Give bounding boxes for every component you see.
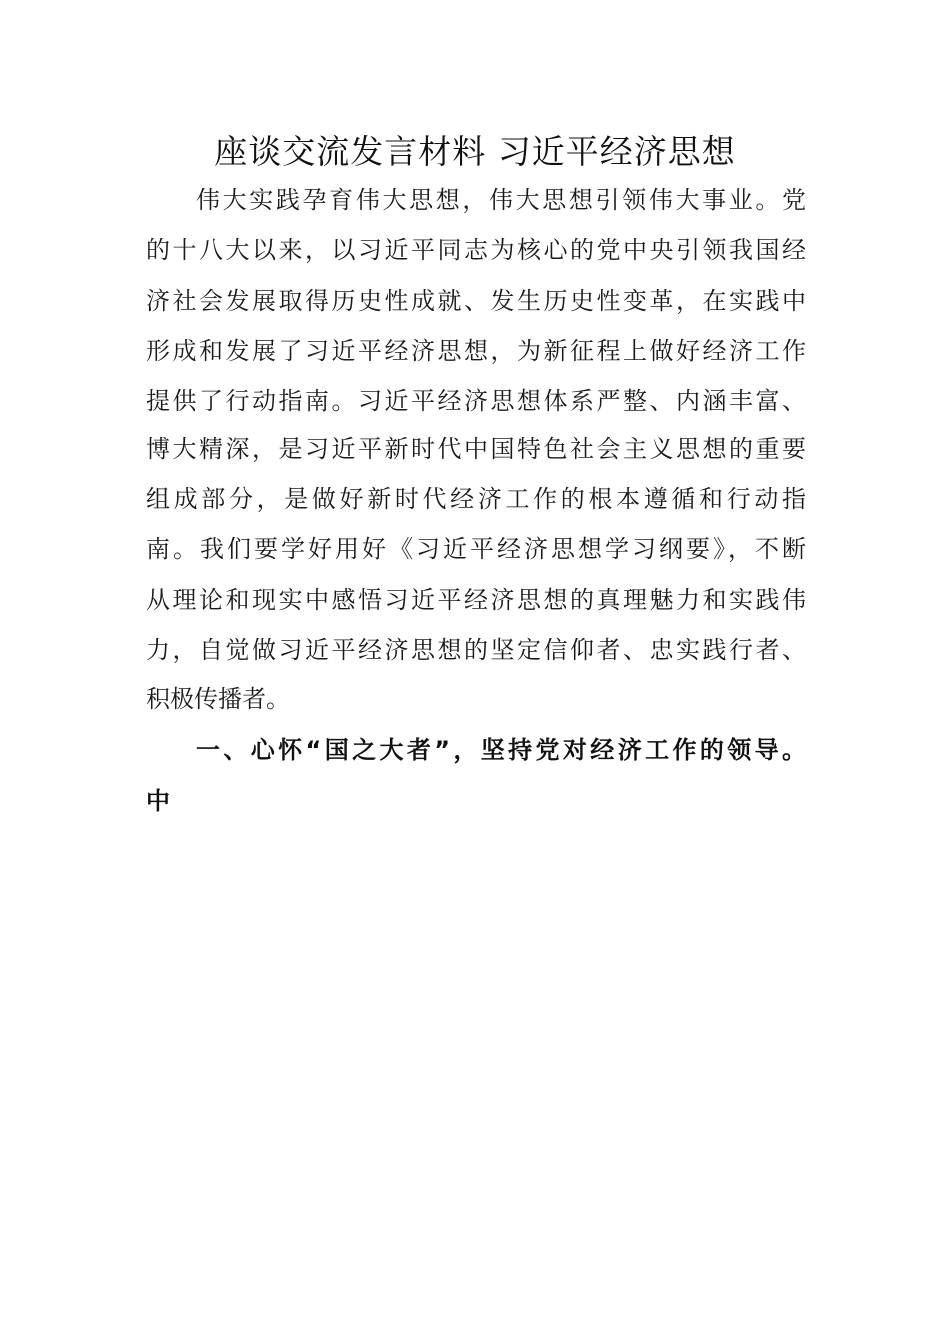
paragraph-line: 形成和发展了习近平经济思想，为新征程上做好经济工作 bbox=[146, 337, 806, 365]
paragraph-line: 伟大实践孕育伟大思想，伟大思想引领伟大事业。党 bbox=[196, 186, 806, 214]
paragraph-line: 南。我们要学好用好《习近平经济思想学习纲要》，不断 bbox=[146, 535, 806, 563]
paragraph-line: 组成部分，是做好新时代经济工作的根本遵循和行动指 bbox=[146, 485, 806, 513]
paragraph-line: 从理论和现实中感悟习近平经济思想的真理魅力和实践伟 bbox=[146, 586, 806, 614]
section-heading-continuation: 中 bbox=[146, 787, 170, 815]
document-title: 座谈交流发言材料 习近平经济思想 bbox=[214, 132, 736, 171]
paragraph-line: 的十八大以来，以习近平同志为核心的党中央引领我国经 bbox=[146, 236, 806, 264]
section-heading: 一、心怀“国之大者”，坚持党对经济工作的领导。 bbox=[196, 736, 806, 764]
paragraph-line: 济社会发展取得历史性成就、发生历史性变革，在实践中 bbox=[146, 287, 806, 315]
paragraph-line: 积极传播者。 bbox=[146, 685, 290, 713]
paragraph-line: 力，自觉做习近平经济思想的坚定信仰者、忠实践行者、 bbox=[146, 636, 806, 664]
paragraph-line: 博大精深，是习近平新时代中国特色社会主义思想的重要 bbox=[146, 435, 806, 463]
paragraph-line: 提供了行动指南。习近平经济思想体系严整、内涵丰富、 bbox=[146, 387, 806, 415]
